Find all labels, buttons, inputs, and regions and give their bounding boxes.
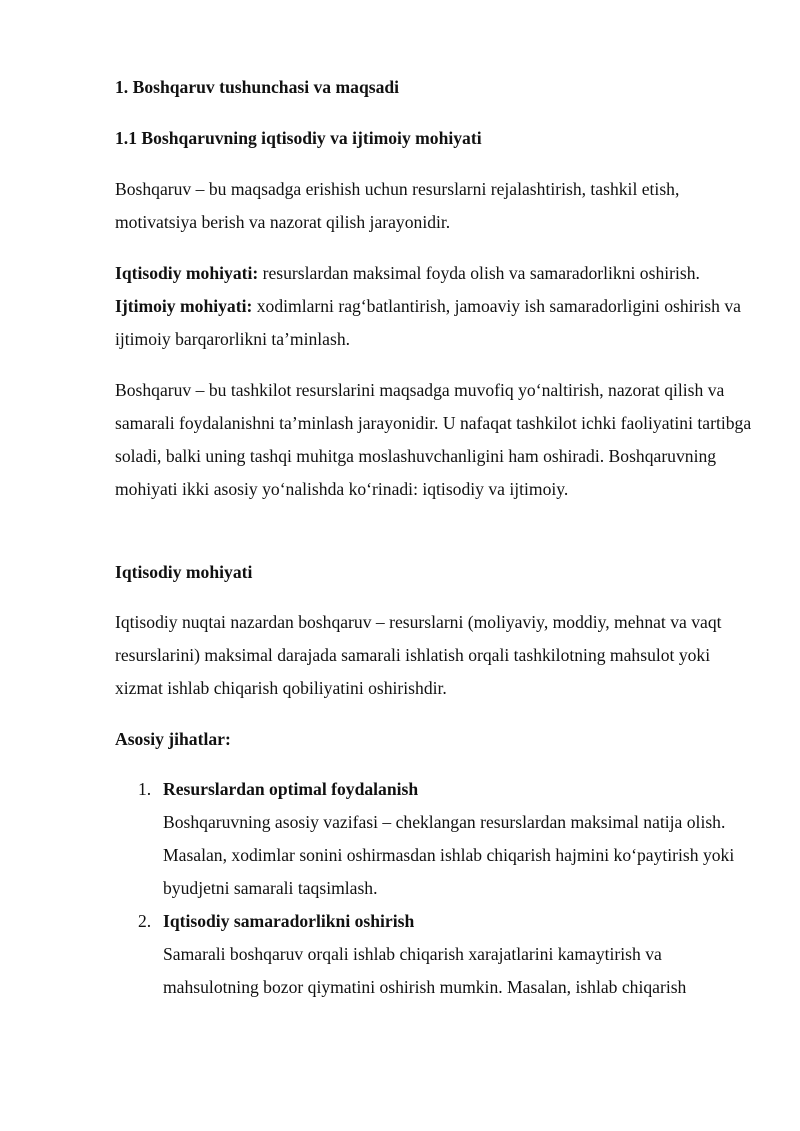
social-nature-text: xodimlarni rag‘batlantirish, jamoaviy ish samaradorligini oshirish va ijtimoiy barqarorlikni ta’minlash. bbox=[115, 296, 741, 349]
list-item-title: Resurslardan optimal foydalanish bbox=[163, 779, 419, 799]
list-item bbox=[115, 905, 755, 1004]
list-item-number: 1. bbox=[138, 779, 152, 799]
list-item-text: Boshqaruvning asosiy vazifasi – cheklangan resurslardan maksimal natija olish. Masalan, xodimlar sonini oshirmasdan ishlab chiqarish hajmini ko‘paytirish yoki byudjetni samarali taqsimlash. bbox=[163, 812, 735, 898]
economic-nature-label: Iqtisodiy mohiyati: bbox=[115, 263, 259, 283]
list-item-number: 2. bbox=[138, 911, 152, 931]
list-item bbox=[115, 773, 755, 905]
management-paragraph: Boshqaruv – bu tashkilot resurslarini maqsadga muvofiq yo‘naltirish, nazorat qilish va samarali foydalanishni ta’minlash jarayonidir. U nafaqat tashkilot ichki faoliyatini tartibga soladi, balki uning tashqi muhitga moslashuvchanligini ham oshiradi. Boshqaruvning mohiyati ikki asosiy yo‘nalishda ko‘rinadi: iqtisodiy va ijtimoiy. bbox=[115, 380, 752, 499]
economic-subheading: Iqtisodiy mohiyati bbox=[115, 562, 253, 582]
economic-nature-line bbox=[115, 257, 755, 290]
economic-nature-text: resurslardan maksimal foyda olish va samaradorlikni oshirish. bbox=[258, 263, 700, 283]
list-item-title: Iqtisodiy samaradorlikni oshirish bbox=[163, 911, 415, 931]
subsection-heading: 1.1 Boshqaruvning iqtisodiy va ijtimoiy mohiyati bbox=[115, 128, 482, 148]
aspects-subheading: Asosiy jihatlar: bbox=[115, 729, 231, 749]
section-heading: 1. Boshqaruv tushunchasi va maqsadi bbox=[115, 77, 400, 97]
list-item-text: Samarali boshqaruv orqali ishlab chiqarish xarajatlarini kamaytirish va mahsulotning bozor qiymatini oshirish mumkin. Masalan, ishlab chiqarish bbox=[163, 944, 687, 997]
economic-paragraph: Iqtisodiy nuqtai nazardan boshqaruv – resurslarni (moliyaviy, moddiy, mehnat va vaqt resurslarini) maksimal darajada samarali ishlatish orqali tashkilotning mahsulot yoki xizmat ishlab chiqarish qobiliyatini oshirishdir. bbox=[115, 612, 722, 698]
social-nature-line bbox=[115, 290, 755, 356]
aspects-list bbox=[115, 773, 755, 1004]
intro-paragraph: Boshqaruv – bu maqsadga erishish uchun resurslarni rejalashtirish, tashkil etish, motivatsiya berish va nazorat qilish jarayonidir. bbox=[115, 179, 680, 232]
social-nature-label: Ijtimoiy mohiyati: bbox=[115, 296, 253, 316]
